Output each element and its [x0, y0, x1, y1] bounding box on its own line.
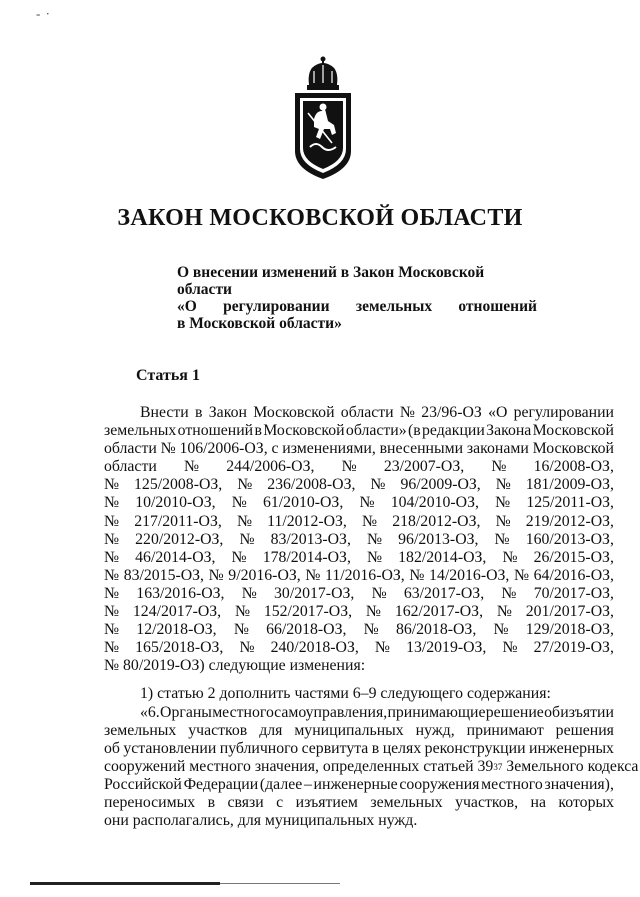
word: инженерные: [313, 775, 398, 793]
word: №: [495, 476, 511, 494]
word: решение: [485, 703, 544, 721]
word: 70/2017-ОЗ,: [533, 584, 614, 602]
word: земельных: [104, 422, 177, 440]
word: №: [491, 458, 507, 476]
item-1-text: 1) статью 2 дополнить частями 6–9 следующего содержания:: [140, 685, 551, 703]
word: 152/2017-ОЗ,: [263, 603, 353, 621]
word: 219/2012-ОЗ,: [525, 512, 614, 530]
word: целях: [382, 739, 422, 757]
word: земельных: [104, 721, 177, 739]
word: №: [374, 639, 390, 657]
text-line: [104, 531, 614, 549]
word: реконструкции: [424, 739, 526, 757]
word: 9/2016-ОЗ,: [228, 566, 301, 584]
word: №: [183, 458, 200, 476]
word: №: [399, 404, 415, 421]
word: 104/2010-ОЗ,: [390, 494, 479, 512]
word: №: [104, 621, 120, 639]
word: 217/2011-ОЗ,: [134, 512, 222, 530]
text-line: [104, 585, 614, 603]
word: №: [239, 639, 255, 657]
subject-word: регулировании: [223, 298, 330, 315]
word: внесенными: [379, 440, 464, 458]
page-bottom-rule-tail: [220, 883, 340, 884]
word: №: [104, 530, 120, 548]
word: местного: [481, 775, 543, 793]
text-line: [104, 440, 614, 458]
word: 11/2012-ОЗ,: [267, 512, 347, 530]
word: с: [276, 793, 284, 811]
word: на: [530, 793, 546, 811]
word: 23/2007-ОЗ,: [383, 458, 465, 476]
word: №: [363, 621, 379, 639]
word: 66/2018-ОЗ,: [266, 621, 347, 639]
text-line: [104, 458, 614, 476]
word: №: [231, 548, 247, 566]
law-subject: [177, 264, 537, 332]
word: в: [207, 793, 216, 811]
word: №: [104, 566, 120, 584]
word: 240/2018-ОЗ,: [270, 639, 359, 657]
word: 162/2017-ОЗ,: [394, 603, 484, 621]
word: №: [104, 494, 120, 512]
line-text: Земельного кодекса: [502, 757, 639, 775]
word: №: [493, 621, 509, 639]
page-bottom-rule: [30, 882, 220, 885]
word: Закона: [486, 422, 532, 440]
word: №: [104, 639, 120, 657]
word: №: [365, 603, 381, 621]
text-line: [104, 740, 614, 758]
text-line: [104, 404, 614, 422]
word: №: [231, 494, 247, 512]
text-line: [104, 603, 614, 621]
word: Федерации: [183, 775, 259, 793]
word: в: [371, 739, 380, 757]
text-line: [104, 476, 614, 494]
word: переносимых: [104, 793, 196, 811]
word: области: [104, 458, 157, 476]
word: значения),: [544, 775, 614, 793]
text-line: [104, 513, 614, 531]
word: №: [367, 548, 383, 566]
word: об: [104, 739, 120, 757]
word: №: [359, 494, 375, 512]
word: 96/2009-ОЗ,: [400, 476, 481, 494]
subject-line-3: в Московской области»: [177, 315, 342, 332]
text-line: [104, 657, 614, 675]
word: «6.: [140, 703, 160, 721]
word: 201/2017-ОЗ,: [525, 603, 614, 621]
word: сервитута: [301, 739, 369, 757]
word: отношений: [177, 422, 254, 440]
word: 220/2012-ОЗ,: [135, 530, 224, 548]
word: 61/2010-ОЗ,: [262, 494, 344, 512]
word: №: [502, 548, 518, 566]
word: для: [259, 721, 283, 739]
word: установлении: [123, 739, 217, 757]
word: публичного: [219, 739, 299, 757]
word: Российской: [104, 775, 182, 793]
word: связи: [227, 793, 264, 811]
word: 27/2019-ОЗ,: [533, 639, 614, 657]
word: с: [271, 440, 279, 458]
word: №: [104, 512, 120, 530]
word: изъятием: [295, 793, 358, 811]
word: 96/2013-ОЗ,: [398, 530, 479, 548]
word: 218/2012-ОЗ,: [392, 512, 481, 530]
word: №: [239, 530, 255, 548]
word: №: [495, 494, 511, 512]
word: 106/2006-ОЗ,: [179, 440, 268, 458]
word: (далее: [259, 775, 303, 793]
text-line: [104, 757, 639, 776]
item-1: [104, 685, 614, 703]
word: они располагались, для муниципальных нужд.: [104, 812, 418, 830]
word: 129/2018-ОЗ,: [525, 621, 614, 639]
word: №: [367, 530, 383, 548]
word: 125/2011-ОЗ,: [526, 494, 614, 512]
word: земельных: [370, 793, 443, 811]
word: №: [104, 603, 120, 621]
word: 46/2014-ОЗ,: [135, 548, 216, 566]
word: 160/2013-ОЗ,: [525, 530, 614, 548]
word: 236/2008-ОЗ,: [267, 476, 356, 494]
word: области: [340, 404, 394, 421]
text-line: [104, 567, 614, 585]
text-line: [104, 549, 614, 567]
word: законами: [466, 440, 529, 458]
word: 182/2014-ОЗ,: [398, 548, 487, 566]
word: №: [513, 566, 530, 584]
word: 125/2008-ОЗ,: [134, 476, 223, 494]
text-line: [104, 722, 614, 740]
word: №: [495, 512, 511, 530]
word: самоуправления,: [274, 703, 388, 721]
word: 244/2006-ОЗ,: [226, 458, 315, 476]
word: –: [303, 775, 312, 793]
word: №: [370, 476, 386, 494]
word: №: [237, 476, 253, 494]
word: 11/2016-ОЗ,: [325, 566, 405, 584]
subject-word: «О: [177, 298, 197, 315]
word: которых: [558, 793, 614, 811]
word: № 80/2019-ОЗ) следующие изменения:: [104, 657, 366, 675]
word: 124/2017-ОЗ,: [132, 603, 222, 621]
text-line: [104, 621, 614, 639]
word: 30/2017-ОЗ,: [274, 584, 355, 602]
word: местного: [212, 703, 274, 721]
word: Закон: [208, 404, 247, 421]
word: №: [501, 584, 517, 602]
word: в: [254, 422, 262, 440]
word: 26/2015-ОЗ,: [533, 548, 614, 566]
word: в: [195, 404, 203, 421]
word: принимают: [466, 721, 544, 739]
word: №: [104, 476, 120, 494]
subject-line-2: [177, 298, 537, 315]
word: регулировании: [513, 404, 614, 421]
document-title: ЗАКОН МОСКОВСКОЙ ОБЛАСТИ: [117, 205, 523, 231]
word: 16/2008-ОЗ,: [533, 458, 614, 476]
word: 12/2018-ОЗ,: [136, 621, 217, 639]
word: 83/2015-ОЗ,: [123, 566, 204, 584]
word: Московской: [532, 440, 614, 458]
word: изъятии: [560, 703, 614, 721]
word: 64/2016-ОЗ,: [533, 566, 614, 584]
word: Московской: [532, 422, 614, 440]
word: №: [234, 603, 251, 621]
word: №: [494, 530, 510, 548]
word: об: [544, 703, 561, 721]
article-body: [104, 404, 639, 830]
subject-word: земельных: [355, 298, 433, 315]
word: редакции: [422, 422, 485, 440]
quoted-text: [104, 703, 639, 831]
word: 13/2019-ОЗ,: [406, 639, 487, 657]
word: решения: [555, 721, 614, 739]
text-line: [104, 494, 614, 512]
superscript: 37: [493, 761, 503, 772]
word: №: [233, 621, 249, 639]
word: №: [305, 566, 321, 584]
word: (в: [407, 422, 421, 440]
word: участков,: [455, 793, 519, 811]
word: 163/2016-ОЗ,: [136, 584, 225, 602]
word: №: [371, 584, 387, 602]
word: №: [236, 512, 253, 530]
text-line: [104, 422, 614, 440]
word: изменениями,: [282, 440, 376, 458]
word: 10/2010-ОЗ,: [135, 494, 216, 512]
word: 178/2014-ОЗ,: [262, 548, 351, 566]
word: Органы: [160, 703, 212, 721]
word: 23/96-ОЗ: [421, 404, 482, 421]
word: 181/2009-ОЗ,: [525, 476, 614, 494]
word: №: [502, 639, 518, 657]
word: №: [104, 584, 120, 602]
word: муниципальных: [294, 721, 404, 739]
word: №: [341, 458, 357, 476]
text-line: [104, 704, 614, 722]
word: области: [104, 440, 157, 458]
moscow-oblast-coat-of-arms-icon: [292, 55, 354, 183]
corner-mark: - ·: [36, 6, 51, 21]
word: «О: [488, 404, 508, 421]
amendment-paragraph: [104, 404, 614, 675]
word: области»: [345, 422, 407, 440]
text-line: [104, 812, 614, 830]
word: участков: [188, 721, 248, 739]
word: сооружения: [399, 775, 480, 793]
word: Внести: [140, 404, 189, 421]
word: 83/2013-ОЗ,: [270, 530, 351, 548]
word: №: [241, 584, 257, 602]
word: Московской: [253, 404, 335, 421]
subject-line-1: О внесении изменений в Закон Московской области: [177, 264, 485, 298]
word: №: [409, 566, 425, 584]
word: 63/2017-ОЗ,: [403, 584, 485, 602]
text-line: [104, 794, 614, 812]
article-heading: Статья 1: [136, 367, 200, 384]
line-text: сооружений местного значения, определенных статьей 39: [104, 757, 494, 775]
text-line: [104, 776, 614, 794]
word: 14/2016-ОЗ,: [429, 566, 510, 584]
word: №: [208, 566, 224, 584]
word: №: [104, 548, 120, 566]
word: №: [362, 512, 378, 530]
word: 165/2018-ОЗ,: [135, 639, 224, 657]
word: №: [160, 440, 176, 458]
text-line: [104, 639, 614, 657]
word: принимающие: [387, 703, 486, 721]
word: нужд,: [415, 721, 455, 739]
word: инженерных: [529, 739, 614, 757]
word: Московской: [263, 422, 345, 440]
subject-word: отношений: [458, 298, 537, 315]
word: №: [496, 603, 512, 621]
word: 86/2018-ОЗ,: [395, 621, 477, 639]
